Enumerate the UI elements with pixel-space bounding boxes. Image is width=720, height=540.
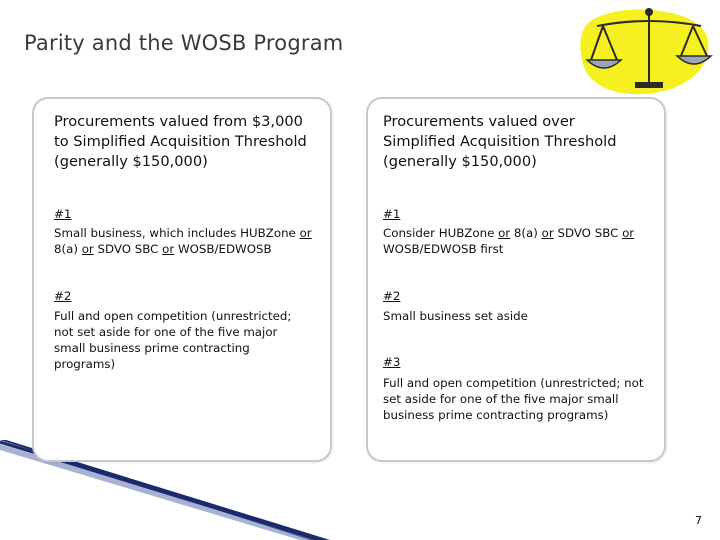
page-number: 7 bbox=[695, 514, 702, 527]
priority-1-label: #1 bbox=[383, 207, 401, 221]
priority-2-text: Full and open competition (unrestricted; not set aside for one of the five major small business prime contracting programs) bbox=[54, 309, 292, 371]
priority-2-label: #2 bbox=[383, 289, 401, 303]
left-panel-heading: Procurements valued from $3,000 to Simplified Acquisition Threshold (generally $150,000) bbox=[54, 113, 307, 170]
priority-3-text: Full and open competition (unrestricted; not set aside for one of the five major small business prime contracting programs) bbox=[383, 376, 644, 422]
priority-1-text: Small business, which includes HUBZone or 8(a) or SDVO SBC or WOSB/EDWOSB bbox=[54, 226, 312, 256]
priority-3-label: #3 bbox=[383, 355, 401, 369]
right-panel-heading: Procurements valued over Simplified Acquisition Threshold (generally $150,000) bbox=[383, 113, 617, 170]
small-procurements-panel bbox=[32, 97, 332, 462]
priority-2-label: #2 bbox=[54, 289, 72, 303]
priority-1-label: #1 bbox=[54, 207, 72, 221]
priority-2-text: Small business set aside bbox=[383, 309, 528, 323]
slide-title: Parity and the WOSB Program bbox=[24, 31, 344, 55]
scales-of-justice-icon bbox=[575, 4, 715, 98]
priority-1-text: Consider HUBZone or 8(a) or SDVO SBC or WOSB/EDWOSB first bbox=[383, 226, 635, 256]
large-procurements-panel bbox=[366, 97, 666, 462]
